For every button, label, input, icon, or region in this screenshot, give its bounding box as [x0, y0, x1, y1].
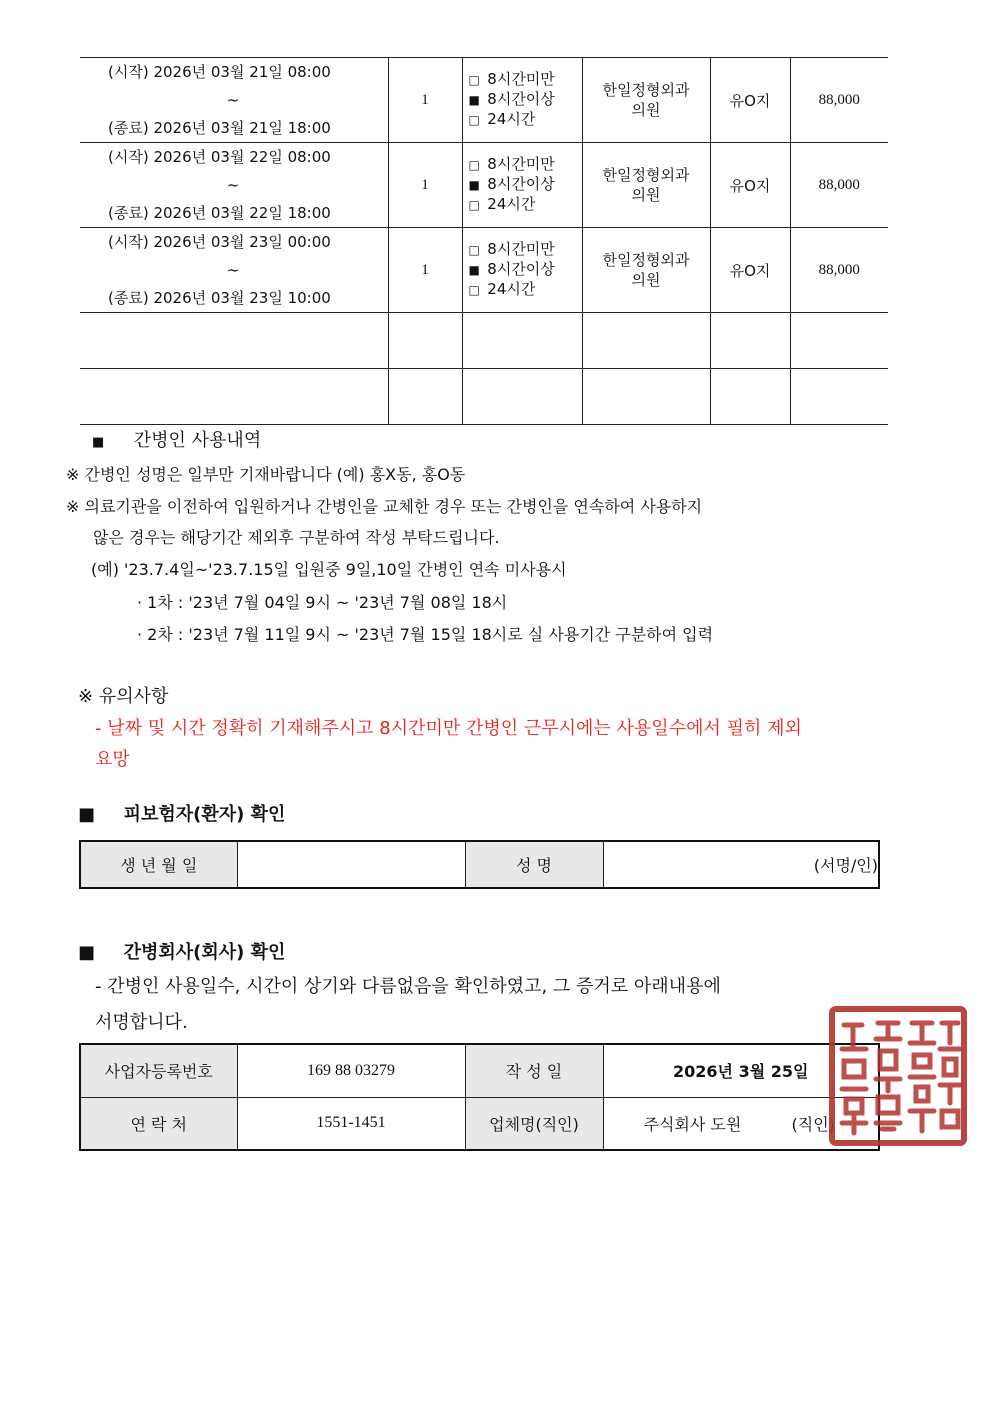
- caregiver-cell: 유O지: [710, 228, 790, 313]
- duration-options-cell: [462, 58, 582, 143]
- empty-cell[interactable]: [388, 313, 462, 369]
- duration-option[interactable]: [469, 175, 582, 195]
- duration-option-label: 8시간미만: [487, 240, 555, 258]
- note-transfer-line1: ※ 의료기관을 이전하여 입원하거나 간병인을 교체한 경우 또는 간병인을 연속하여 사용하지: [66, 497, 703, 516]
- empty-cell[interactable]: [790, 369, 888, 425]
- checkbox-icon[interactable]: □: [468, 73, 480, 87]
- empty-cell[interactable]: [710, 313, 790, 369]
- duration-option[interactable]: [469, 260, 582, 280]
- checkbox-icon[interactable]: □: [468, 113, 480, 127]
- patient-section-heading: [78, 800, 285, 826]
- days-cell: 1: [388, 143, 462, 228]
- patient-table: [79, 840, 880, 889]
- duration-option-label: 8시간이상: [487, 90, 555, 108]
- section-bullet: ■: [78, 942, 96, 963]
- checkbox-icon[interactable]: □: [468, 283, 480, 297]
- company-section-title: 간병회사(회사) 확인: [123, 942, 286, 963]
- company-table: [79, 1043, 880, 1151]
- hospital-cell: [582, 58, 710, 143]
- checkbox-icon[interactable]: □: [468, 198, 480, 212]
- name-label: 성 명: [465, 841, 603, 888]
- amount-cell: 88,000: [790, 143, 888, 228]
- duration-option-label: 8시간이상: [487, 260, 555, 278]
- amount-cell: 88,000: [790, 228, 888, 313]
- period-cell: [80, 143, 388, 228]
- duration-option[interactable]: [469, 155, 582, 175]
- checkbox-icon[interactable]: ■: [468, 263, 480, 277]
- days-cell: 1: [388, 228, 462, 313]
- section-bullet: ■: [92, 435, 105, 450]
- usage-row: [80, 228, 888, 313]
- note-example-second: · 2차 : '23년 7월 11일 9시 ~ '23년 7월 15일 18시로 실 사용기간 구분하여 입력: [137, 625, 714, 644]
- caregiver-cell: 유O지: [710, 58, 790, 143]
- hospital-name-line1: 한일정형외과: [602, 166, 690, 184]
- hospital-name-line1: 한일정형외과: [602, 251, 690, 269]
- hospital-name-line2: 의원: [631, 271, 661, 289]
- duration-option[interactable]: [469, 90, 582, 110]
- duration-option[interactable]: [469, 70, 582, 90]
- company-name-value: 주식회사 도원: [643, 1114, 742, 1134]
- duration-option-label: 8시간미만: [487, 70, 555, 88]
- usage-row: [80, 58, 888, 143]
- note-transfer-line2: 않은 경우는 해당기간 제외후 구분하여 작성 부탁드립니다.: [93, 528, 500, 547]
- empty-cell[interactable]: [582, 369, 710, 425]
- usage-section-title: 간병인 사용내역: [133, 430, 262, 451]
- duration-option[interactable]: [469, 110, 582, 130]
- birth-label: 생 년 월 일: [80, 841, 237, 888]
- days-cell: 1: [388, 58, 462, 143]
- amount-cell: 88,000: [790, 58, 888, 143]
- duration-option[interactable]: [469, 240, 582, 260]
- contact-label: 연 락 처: [80, 1097, 237, 1150]
- empty-cell[interactable]: [790, 313, 888, 369]
- period-end: (종료) 2026년 03월 23일 10:00: [108, 289, 331, 307]
- biz-no-value: 169 88 03279: [237, 1044, 465, 1097]
- period-tilde: ~: [226, 176, 240, 194]
- checkbox-icon[interactable]: □: [468, 158, 480, 172]
- duration-option-label: 8시간미만: [487, 155, 555, 173]
- usage-table: [80, 57, 888, 425]
- period-end: (종료) 2026년 03월 22일 18:00: [108, 204, 331, 222]
- company-name-label: 업체명(직인): [465, 1097, 603, 1150]
- birth-field[interactable]: [237, 841, 465, 888]
- caution-line1: - 날짜 및 시간 정확히 기재해주시고 8시간미만 간병인 근무시에는 사용일수에서 필히 제외: [95, 718, 802, 739]
- caution-line2: 요망: [95, 749, 130, 770]
- duration-options-cell: [462, 143, 582, 228]
- period-cell: [80, 228, 388, 313]
- period-end: (종료) 2026년 03월 21일 18:00: [108, 119, 331, 137]
- duration-option-label: 24시간: [487, 110, 536, 128]
- seal-note: (직인): [791, 1114, 835, 1134]
- contact-value: 1551-1451: [237, 1097, 465, 1150]
- checkbox-icon[interactable]: ■: [468, 93, 480, 107]
- usage-row-empty: [80, 313, 888, 369]
- hospital-name-line2: 의원: [631, 186, 661, 204]
- hospital-cell: [582, 228, 710, 313]
- duration-option[interactable]: [469, 280, 582, 300]
- duration-option-label: 24시간: [487, 280, 536, 298]
- duration-option-label: 24시간: [487, 195, 536, 213]
- company-section-heading: [78, 938, 285, 964]
- sign-note: (서명/인): [813, 856, 878, 875]
- empty-cell[interactable]: [710, 369, 790, 425]
- empty-cell[interactable]: [388, 369, 462, 425]
- biz-no-label: 사업자등록번호: [80, 1044, 237, 1097]
- duration-option[interactable]: [469, 195, 582, 215]
- hospital-name-line2: 의원: [631, 101, 661, 119]
- empty-cell[interactable]: [462, 369, 582, 425]
- section-bullet: ■: [78, 804, 96, 825]
- name-sign-field[interactable]: [603, 841, 879, 888]
- date-label: 작 성 일: [465, 1044, 603, 1097]
- patient-section-title: 피보험자(환자) 확인: [123, 804, 286, 825]
- period-cell: [80, 58, 388, 143]
- checkbox-icon[interactable]: □: [468, 243, 480, 257]
- checkbox-icon[interactable]: ■: [468, 178, 480, 192]
- duration-option-label: 8시간이상: [487, 175, 555, 193]
- company-seal-stamp: [828, 1005, 968, 1147]
- empty-cell[interactable]: [462, 313, 582, 369]
- usage-row: [80, 143, 888, 228]
- empty-cell[interactable]: [582, 313, 710, 369]
- period-start: (시작) 2026년 03월 23일 00:00: [108, 233, 331, 251]
- hospital-name-line1: 한일정형외과: [602, 81, 690, 99]
- caregiver-cell: 유O지: [710, 143, 790, 228]
- company-desc-line2: 서명합니다.: [95, 1012, 188, 1033]
- note-caregiver-name: ※ 간병인 성명은 일부만 기재바랍니다 (예) 홍X동, 홍O동: [66, 465, 466, 484]
- usage-row-empty: [80, 369, 888, 425]
- usage-section-heading: [92, 426, 261, 452]
- caution-title: ※ 유의사항: [78, 686, 169, 707]
- period-start: (시작) 2026년 03월 21일 08:00: [108, 63, 331, 81]
- period-tilde: ~: [226, 261, 240, 279]
- note-example-first: · 1차 : '23년 7월 04일 9시 ~ '23년 7월 08일 18시: [137, 593, 508, 612]
- empty-cell[interactable]: [80, 313, 388, 369]
- period-start: (시작) 2026년 03월 22일 08:00: [108, 148, 331, 166]
- duration-options-cell: [462, 228, 582, 313]
- company-desc-line1: - 간병인 사용일수, 시간이 상기와 다름없음을 확인하였고, 그 증거로 아래내용에: [95, 976, 721, 997]
- note-example: (예) '23.7.4일~'23.7.15일 입원중 9일,10일 간병인 연속 미사용시: [91, 560, 567, 579]
- period-tilde: ~: [226, 91, 240, 109]
- date-value: 2026년 3월 25일: [603, 1044, 879, 1097]
- empty-cell[interactable]: [80, 369, 388, 425]
- hospital-cell: [582, 143, 710, 228]
